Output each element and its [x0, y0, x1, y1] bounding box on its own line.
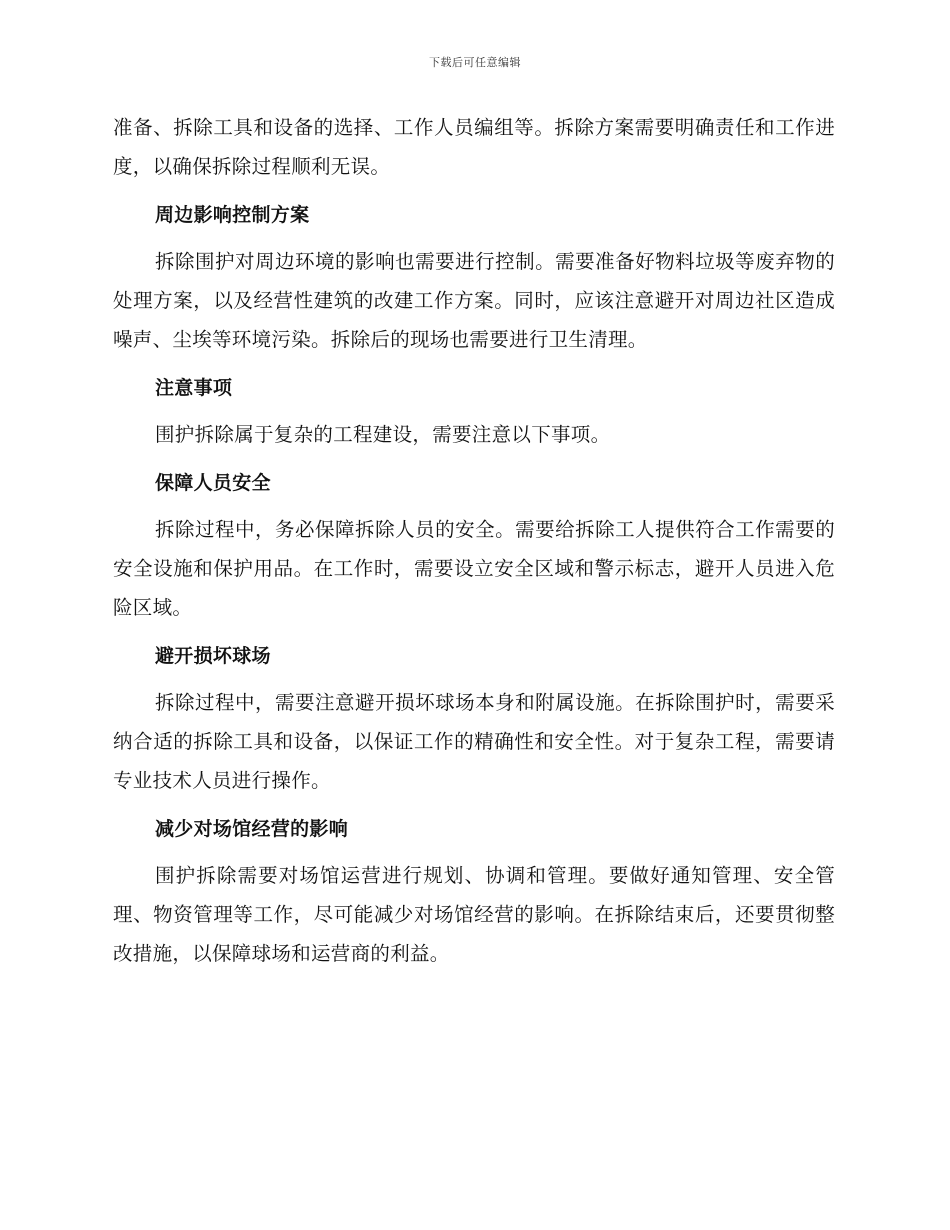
document-body: [113, 108, 835, 973]
section-heading-personnel-safety: 保障人员安全: [155, 472, 271, 494]
paragraph-avoid-damage: 拆除过程中，需要注意避开损坏球场本身和附属设施。在拆除围护时，需要采纳合适的拆除工具和设备，以保证工作的精确性和安全性。对于复杂工程，需要请专业技术人员进行操作。: [113, 691, 835, 792]
paragraph-precautions: 围护拆除属于复杂的工程建设，需要注意以下事项。: [155, 423, 611, 446]
paragraph-reduce-impact: 围护拆除需要对场馆运营进行规划、协调和管理。要做好通知管理、安全管理、物资管理等工作，尽可能减少对场馆经营的影响。在拆除结束后，还要贯彻整改措施，以保障球场和运营商的利益。: [113, 864, 835, 965]
section-heading-surrounding-impact: 周边影响控制方案: [155, 204, 310, 226]
paragraph-personnel-safety: 拆除过程中，务必保障拆除人员的安全。需要给拆除工人提供符合工作需要的安全设施和保护用品。在工作时，需要设立安全区域和警示标志，避开人员进入危险区域。: [113, 518, 835, 619]
section-heading-precautions: 注意事项: [155, 377, 233, 399]
section-heading-avoid-damage: 避开损坏球场: [155, 645, 271, 667]
section-heading-reduce-impact: 减少对场馆经营的影响: [155, 818, 349, 840]
paragraph-surrounding-impact: 拆除围护对周边环境的影响也需要进行控制。需要准备好物料垃圾等废弃物的处理方案，以及经营性建筑的改建工作方案。同时，应该注意避开对周边社区造成噪声、尘埃等环境污染。拆除后的现场也需要进行卫生清理。: [113, 250, 835, 351]
paragraph-continued: 准备、拆除工具和设备的选择、工作人员编组等。拆除方案需要明确责任和工作进度，以确保拆除过程顺利无误。: [113, 116, 835, 178]
page-header: 下载后可任意编辑: [429, 56, 521, 69]
